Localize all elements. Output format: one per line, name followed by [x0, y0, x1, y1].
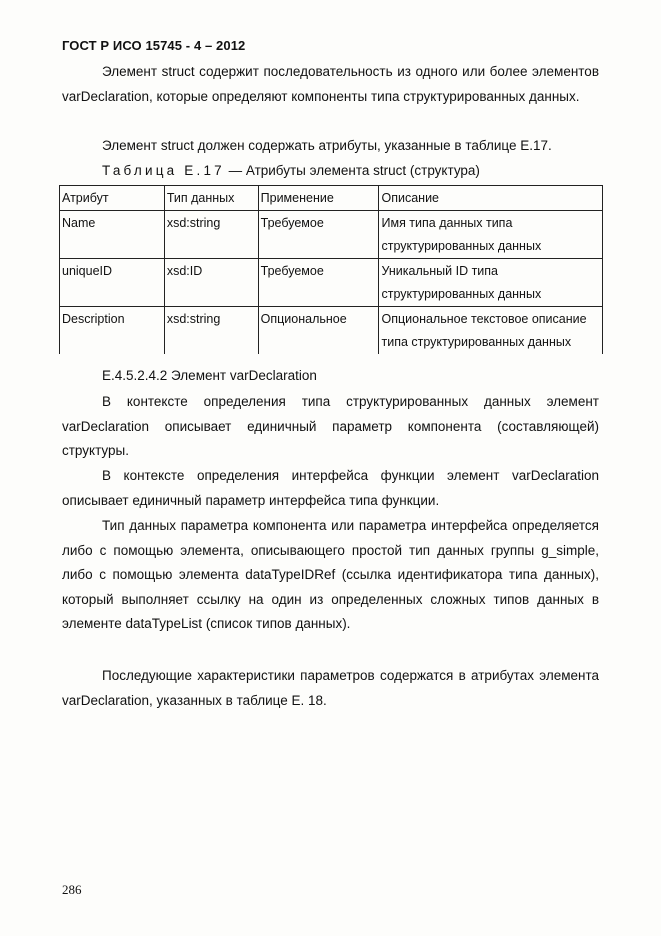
- table-cell: uniqueID: [60, 259, 165, 307]
- column-header-datatype: Тип данных: [164, 186, 258, 211]
- intro-paragraph-1: Элемент struct содержит последовательность из одного или более элементов varDeclaration, которые определяют компоненты типа структурированных данных.: [62, 64, 599, 104]
- section-title: Е.4.5.2.4.2 Элемент varDeclaration: [102, 368, 317, 383]
- table-cell: xsd:ID: [164, 259, 258, 307]
- table-cell: Опциональное: [258, 307, 379, 355]
- column-header-attribute: Атрибут: [60, 186, 165, 211]
- table-header-row: [60, 186, 603, 211]
- body-paragraph-2: В контексте определения интерфейса функции элемент varDeclaration описывает единичный параметр интерфейса типа функции.: [62, 468, 599, 508]
- page-number: 286: [62, 882, 82, 897]
- table-caption: [102, 160, 480, 182]
- column-header-description: Описание: [379, 186, 603, 211]
- table-caption-label: Таблица Е.17: [102, 163, 225, 178]
- table-cell: Description: [60, 307, 165, 355]
- table-row: [60, 307, 603, 355]
- table-cell: Опциональное текстовое описание типа структурированных данных: [379, 307, 603, 355]
- body-paragraph-1: В контексте определения типа структурированных данных элемент varDeclaration описывает единичный параметр компонента (составляющей) структуры.: [62, 394, 599, 458]
- table-cell: Уникальный ID типа структурированных данных: [379, 259, 603, 307]
- body-paragraph-3: Тип данных параметра компонента или параметра интерфейса определяется либо с помощью элемента, описывающего простой тип данных группы g_simple, либо с помощью элемента dataTypeIDRef (ссылка идентификатора типа данных), который выполняет ссылку на один из определенных сложных типов данных в элементе dataTypeList (список типов данных).: [62, 518, 599, 631]
- table-row: [60, 259, 603, 307]
- table-cell: Имя типа данных типа структурированных данных: [379, 211, 603, 259]
- attributes-table: [59, 185, 603, 354]
- table-row: [60, 211, 603, 259]
- intro-paragraph-2: Элемент struct должен содержать атрибуты, указанные в таблице Е.17.: [102, 138, 552, 153]
- table-cell: xsd:string: [164, 211, 258, 259]
- table-cell: Требуемое: [258, 259, 379, 307]
- document-header: ГОСТ Р ИСО 15745 - 4 – 2012: [62, 38, 246, 53]
- table-cell: xsd:string: [164, 307, 258, 355]
- table-cell: Требуемое: [258, 211, 379, 259]
- body-paragraph-4: Последующие характеристики параметров содержатся в атрибутах элемента varDeclaration, указанных в таблице Е. 18.: [62, 668, 599, 708]
- table-cell: Name: [60, 211, 165, 259]
- table-caption-text: — Атрибуты элемента struct (структура): [224, 163, 480, 178]
- column-header-usage: Применение: [258, 186, 379, 211]
